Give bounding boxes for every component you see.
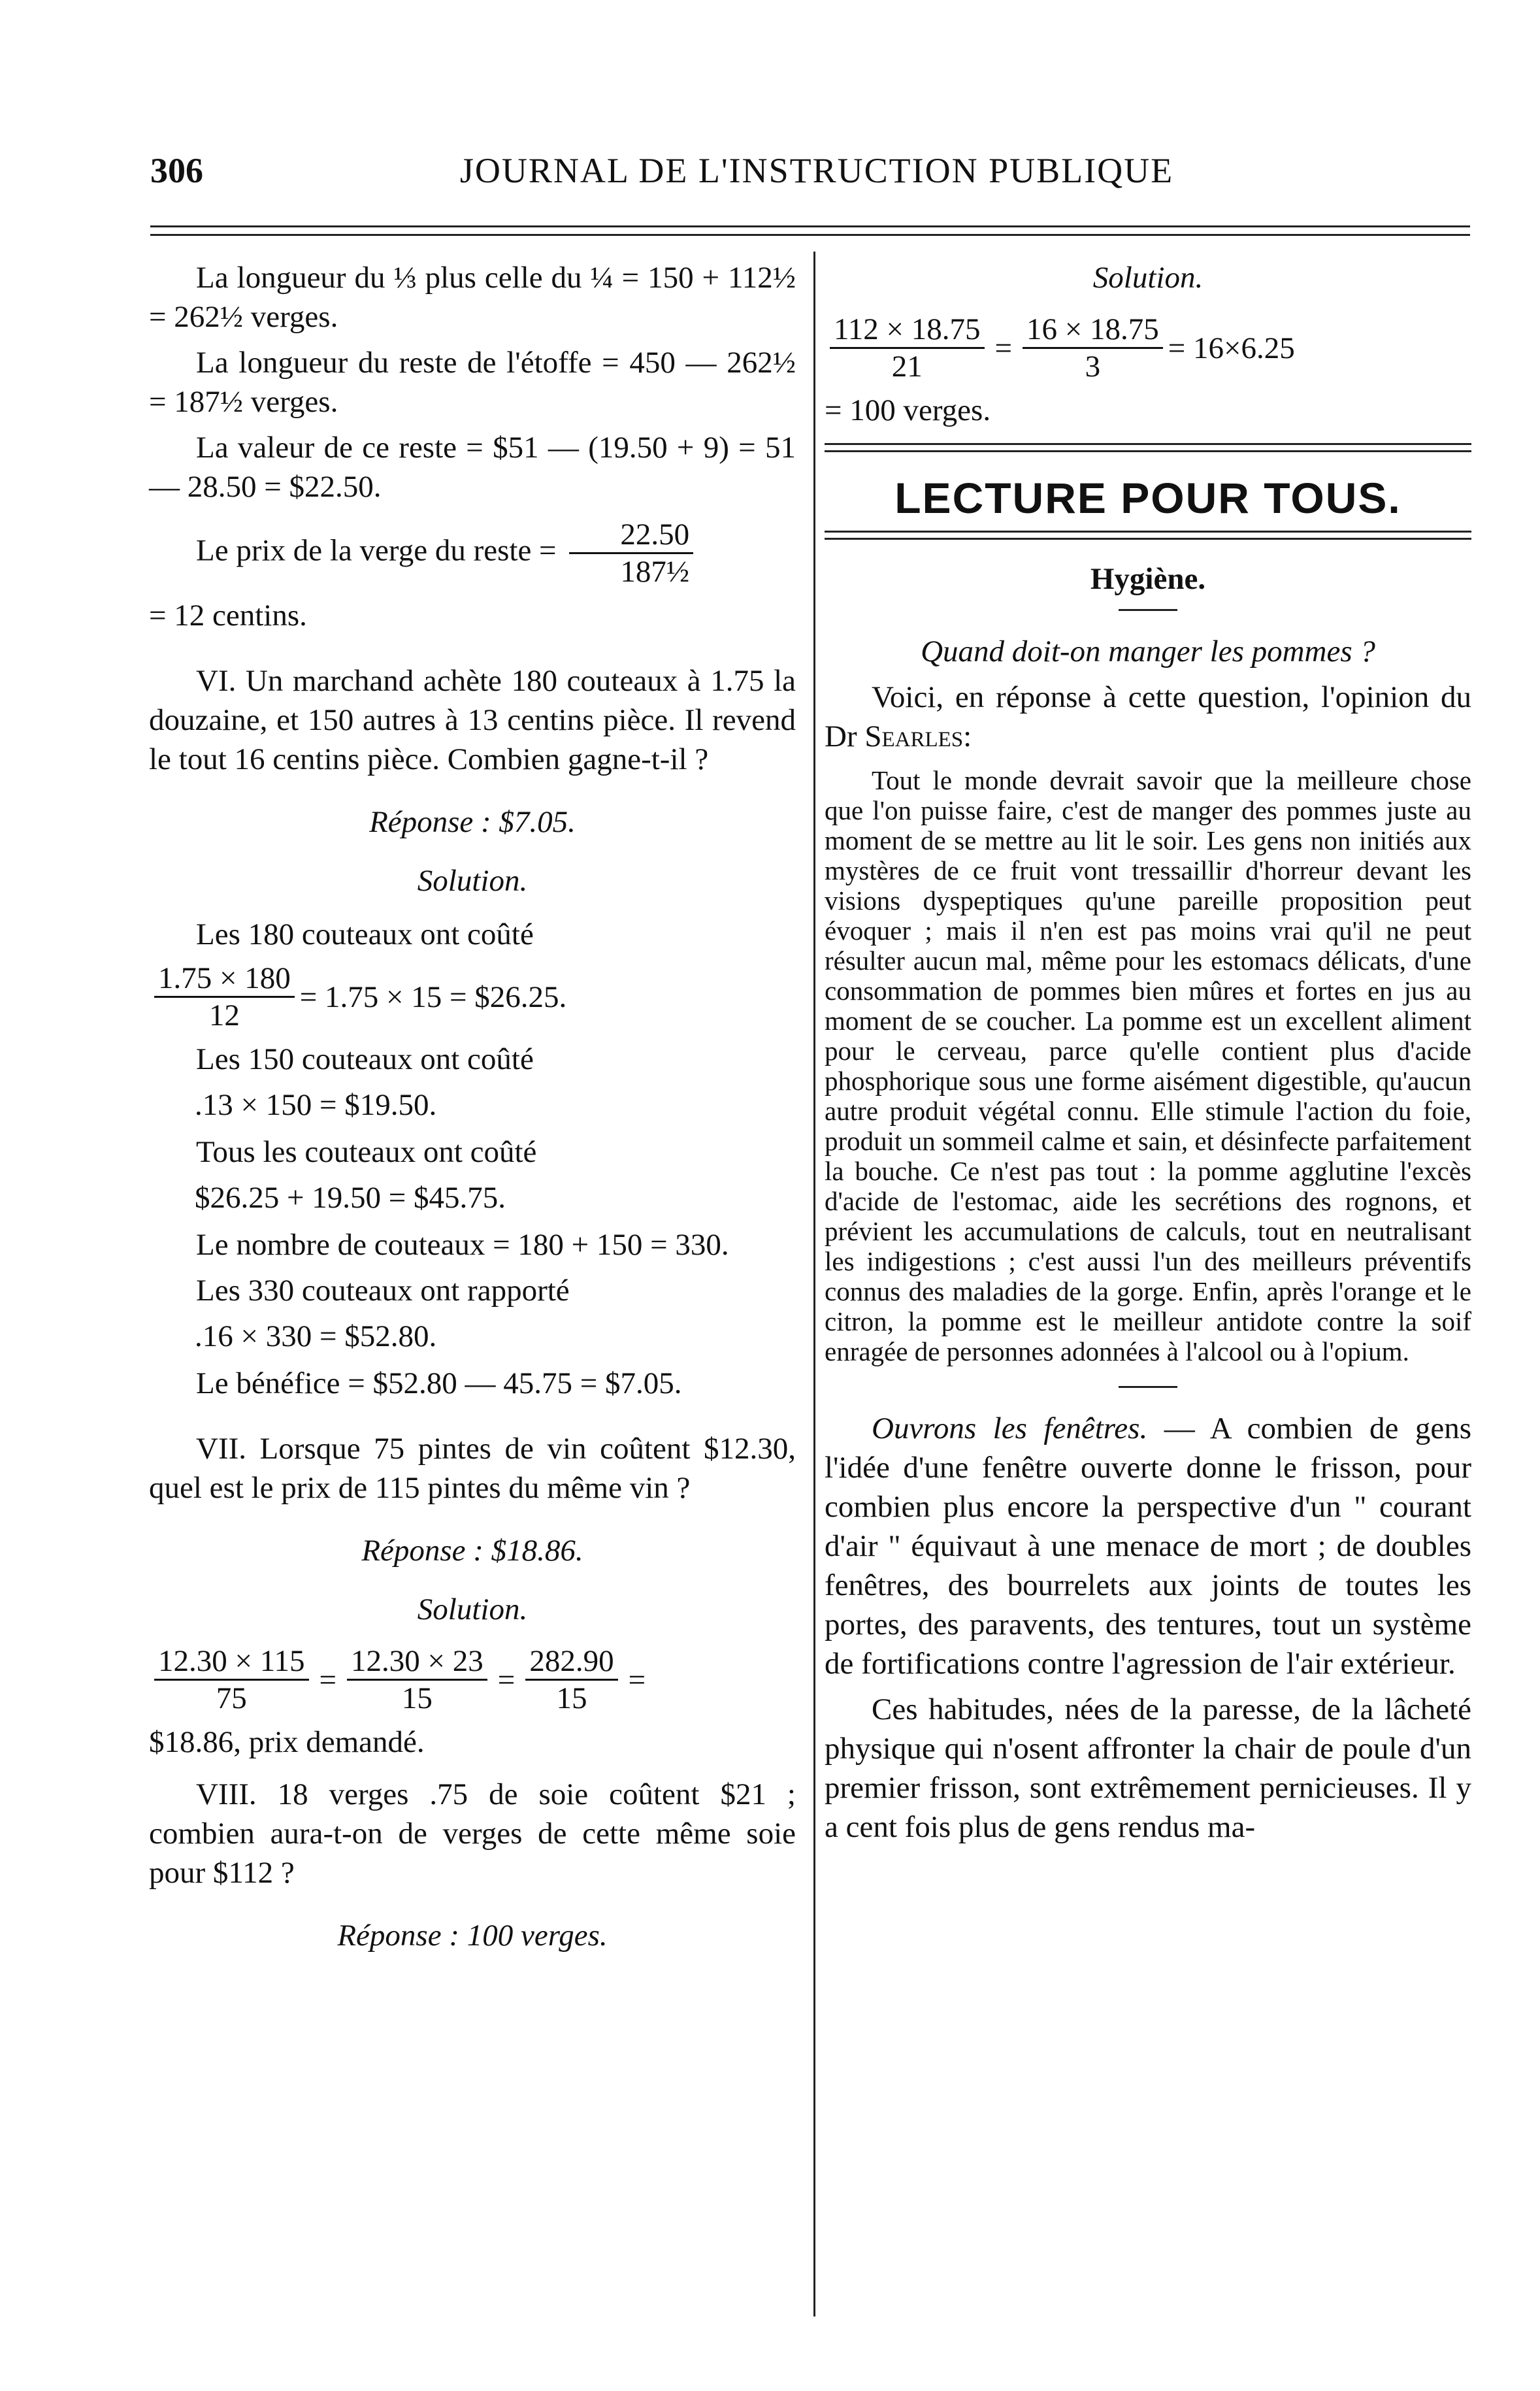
header-rule xyxy=(150,225,1470,236)
fraction-numerator: 12.30 × 115 xyxy=(154,1643,309,1681)
article-paragraph: Ces habitudes, nées de la paresse, de la lâcheté physique qui n'osent affronter la chair de poule d'un premier frisson, sont extrêmement pernicieuses. Il y a cent fois plus de gens rendus ma- xyxy=(825,1692,1471,1844)
article-title: Quand doit-on manger les pommes ? xyxy=(921,635,1375,668)
article-body: Tout le monde devrait savoir que la meilleure chose que l'on puisse faire, c'est de manger des pommes juste au moment de se mettre au lit le soir. Les gens non initiés aux mystères de ce fruit vont tressaillir d'horreur devant les visions dyspeptiques qu'une pareille proposition peut évoquer ; mais il n'en est pas moins vrai qu'il ne peut résulter aucun mal, même pour les estomacs délicats, d'une consommation de pommes bien mûres et fortes en jus au moment de se coucher. La pomme est un excellent aliment pour le cerveau, parce qu'elle contient plus d'acide phosphorique sous une forme aisément digestible, qu'aucun autre produit végétal connu. Elle stimule l'action du foie, produit un sommeil calme et sain, et désinfecte parfaitement la bouche. Ce n'est pas tout : la pomme agglutine l'excès d'acide de l'estomac, aide les secrétions des rognons, et prévient les accumulations de calculs, tout en neutralisant les indigestions ; c'est aussi l'un des meilleurs préventifs connus des maladies de la gorge. Enfin, après l'orange et le citron, la pomme est le meilleur antidote contre la soif enragée de personnes adonnées à l'alcool ou à l'opium. xyxy=(825,765,1471,1366)
solution-label: Solution. xyxy=(417,864,528,898)
fraction-denominator: 75 xyxy=(216,1681,247,1715)
solution-line: Les 150 couteaux ont coûté xyxy=(196,1042,534,1076)
solution-label: Solution. xyxy=(417,1592,528,1626)
fraction-denominator: 12 xyxy=(208,998,240,1032)
equation-line: $\frac{112 \times 18.75}{21}$ = $\frac{16 \times 18.75}{3}$ = 16×6.25 xyxy=(825,312,1471,384)
right-column xyxy=(825,258,1471,1853)
solution-label: Solution. xyxy=(1092,261,1204,295)
problem-viii xyxy=(149,1775,796,1955)
solution-line: Le nombre de couteaux = 180 + 150 = 330. xyxy=(196,1228,729,1262)
fraction xyxy=(154,1643,309,1716)
problem-vi xyxy=(149,661,796,1403)
fraction xyxy=(525,1643,617,1716)
solution-line: Le bénéfice = $52.80 — 45.75 = $7.05. xyxy=(196,1366,682,1400)
equation-rhs: = 1.75 × 15 = $26.25. xyxy=(299,980,567,1014)
text-paragraph: La longueur du reste de l'étoffe = 450 — 262½ = 187½ verges. xyxy=(149,346,796,419)
section-rule xyxy=(825,443,1471,452)
fraction xyxy=(569,517,693,589)
fraction-denominator: 21 xyxy=(891,350,923,384)
equation-rhs: = 16×6.25 xyxy=(1168,331,1295,365)
problem-statement: VII. Lorsque 75 pintes de vin coûtent $12.30, quel est le prix de 115 pintes du même vin ? xyxy=(149,1432,796,1505)
equation-result: = 12 centins. xyxy=(149,599,307,633)
article-intro: Voici, en réponse à cette question, l'opinion du Dr Searles: xyxy=(825,680,1471,753)
fraction-numerator: 12.30 × 23 xyxy=(347,1643,487,1681)
equation-text: Le prix de la verge du reste = xyxy=(196,533,557,568)
equation-line: .13 × 150 = $19.50. xyxy=(195,1088,437,1122)
text-paragraph: La longueur du ⅓ plus celle du ¼ = 150 + 112½ = 262½ verges. xyxy=(149,261,796,334)
article-paragraph: Ouvrons les fenêtres. — A combien de gens l'idée d'une fenêtre ouverte donne le frisson, pour combien plus encore la perspective d'un " courant d'air " équivaut à une menace de mort ; de doubles fenêtres, des bourrelets aux joints de toutes les portes, des paravents, des tentures, tout un système de fortifications contre l'agression de l'air extérieur. xyxy=(825,1411,1472,1681)
page-number: 306 xyxy=(150,151,203,190)
price-per-yard-equation xyxy=(149,517,796,589)
fraction xyxy=(830,312,985,384)
section-rule xyxy=(825,531,1471,540)
dash-divider xyxy=(1119,609,1177,611)
answer: Réponse : $7.05. xyxy=(369,805,576,839)
fraction-denominator: 15 xyxy=(556,1681,587,1715)
section-heading: Hygiène. xyxy=(1090,562,1206,596)
fraction-numerator: 1.75 × 180 xyxy=(154,961,295,998)
equation-line: $26.25 + 19.50 = $45.75. xyxy=(195,1181,506,1215)
equation-line: .16 × 330 = $52.80. xyxy=(195,1319,437,1353)
text-paragraph: La valeur de ce reste = $51 — (19.50 + 9) = 51 — 28.50 = $22.50. xyxy=(149,431,796,504)
solution-line: $18.86, prix demandé. xyxy=(149,1725,425,1759)
answer: Réponse : $18.86. xyxy=(361,1534,583,1568)
problem-statement: VI. Un marchand achète 180 couteaux à 1.75 la douzaine, et 150 autres à 13 centins pièce. Il revend le tout 16 centins pièce. Combien gagne-t-il ? xyxy=(149,664,796,776)
fraction-numerator: 22.50 xyxy=(569,517,693,554)
fraction-numerator: 112 × 18.75 xyxy=(830,312,985,349)
fraction-denominator: 15 xyxy=(401,1681,433,1715)
solution-line: Tous les couteaux ont coûté xyxy=(196,1135,537,1169)
author-name: Searles xyxy=(864,719,964,753)
solution-line: Les 330 couteaux ont rapporté xyxy=(196,1274,570,1308)
fraction-denominator: 3 xyxy=(1085,350,1101,384)
answer: Réponse : 100 verges. xyxy=(337,1919,608,1953)
fraction-numerator: 282.90 xyxy=(525,1643,617,1681)
page-header xyxy=(150,150,1483,209)
section-banner: LECTURE POUR TOUS. xyxy=(894,474,1401,522)
column-divider xyxy=(813,252,815,2317)
equation-line: $\frac{12.30 \times 115}{75}$ = $\frac{12.30 \times 23}{15}$ = $\frac{282.90}{15}$ = xyxy=(149,1643,796,1716)
problem-statement: VIII. 18 verges .75 de soie coûtent $21 ; combien aura-t-on de verges de cette même soie pour $112 ? xyxy=(149,1777,796,1890)
article-title: Ouvrons les fenêtres. xyxy=(872,1411,1148,1445)
journal-title: JOURNAL DE L'INSTRUCTION PUBLIQUE xyxy=(459,151,1174,190)
fraction xyxy=(154,961,295,1033)
solution-line: Les 180 couteaux ont coûté xyxy=(196,917,534,951)
fraction-denominator: 187½ xyxy=(620,555,690,589)
dash-divider xyxy=(1119,1386,1177,1388)
fraction-numerator: 16 × 18.75 xyxy=(1023,312,1163,349)
left-column xyxy=(149,258,796,1975)
problem-vii xyxy=(149,1429,796,1762)
fraction xyxy=(347,1643,487,1716)
equation-result: = 100 verges. xyxy=(825,393,991,427)
fraction xyxy=(1023,312,1163,384)
equation-line xyxy=(149,961,796,1033)
